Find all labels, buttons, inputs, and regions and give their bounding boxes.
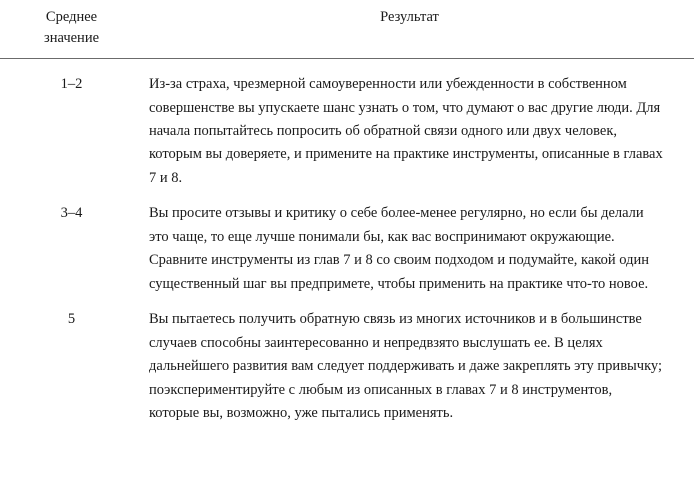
row-score-value: 5 <box>67 311 76 328</box>
row-result-text <box>143 296 694 425</box>
row-result-paragraph: Вы просите отзывы и критику о себе более-менее регулярно, но если бы делали это чаще, то еще лучше понимали бы, как вас воспринимают окружающие. Сравните инструменты из глав 7 и 8 со своим подходом и подумайте, какой один существенный шаг вы предпримете, чтобы применить на практике что-то новое. <box>149 205 649 292</box>
table-header-row <box>0 0 694 59</box>
table-row <box>0 190 694 296</box>
column-header-average-score-line2: значение <box>43 30 100 47</box>
column-header-average-score-line1: Среднее <box>45 9 98 25</box>
table-row <box>0 296 694 425</box>
row-result-paragraph: Из-за страха, чрезмерной самоуверенности или убежденности в собственном совершенстве вы упускаете шанс узнать о том, что думают о вас другие люди. Для начала попытайтесь попросить об обратной связи одного или двух человек, которым вы доверяете, и примените на практике инструменты, описанные в главах 7 и 8. <box>149 76 663 186</box>
column-header-result: Результат <box>143 0 694 59</box>
table-row <box>0 59 694 191</box>
row-result-text <box>143 190 694 296</box>
row-score-value: 3–4 <box>60 205 83 222</box>
row-score-value: 1–2 <box>60 76 83 93</box>
table-header <box>0 0 694 59</box>
row-result-paragraph: Вы пытаетесь получить обратную связь из многих источников и в большинстве случаев способны заинтересованно и непредвзято выслушать ее. В целях дальнейшего развития вам следует поддерживать и даже закреплять эту привычку; поэкспериментируйте с любым из описанных в главах 7 и 8 инструментов, которые вы, возможно, уже пытались применять. <box>149 311 663 422</box>
column-header-average-score <box>0 0 143 59</box>
table-body <box>0 59 694 426</box>
row-result-text <box>143 59 694 191</box>
